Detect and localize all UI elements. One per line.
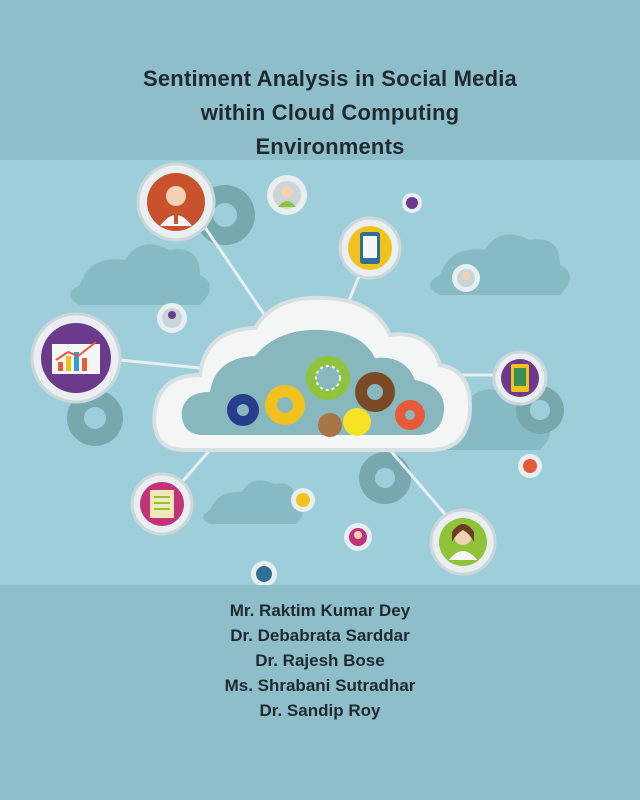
author-name: Mr. Raktim Kumar Dey (229, 601, 411, 620)
book-title (40, 62, 620, 164)
author-name: Dr. Sandip Roy (259, 701, 381, 720)
title-line-1: Sentiment Analysis in Social Media (143, 66, 517, 91)
author-name: Dr. Debabrata Sarddar (230, 626, 410, 645)
cover-illustration (0, 160, 640, 585)
author-list (0, 598, 640, 723)
businessman-icon (138, 164, 214, 240)
phone-icon (340, 218, 400, 278)
author-name: Dr. Rajesh Bose (255, 651, 385, 670)
chart-screen-icon (32, 314, 120, 402)
document-icon (132, 474, 192, 534)
author-name: Ms. Shrabani Sutradhar (224, 676, 416, 695)
woman-avatar-icon (431, 510, 495, 574)
title-line-3: Environments (255, 134, 405, 159)
title-line-2: within Cloud Computing (200, 100, 460, 125)
tablet-icon (494, 352, 546, 404)
